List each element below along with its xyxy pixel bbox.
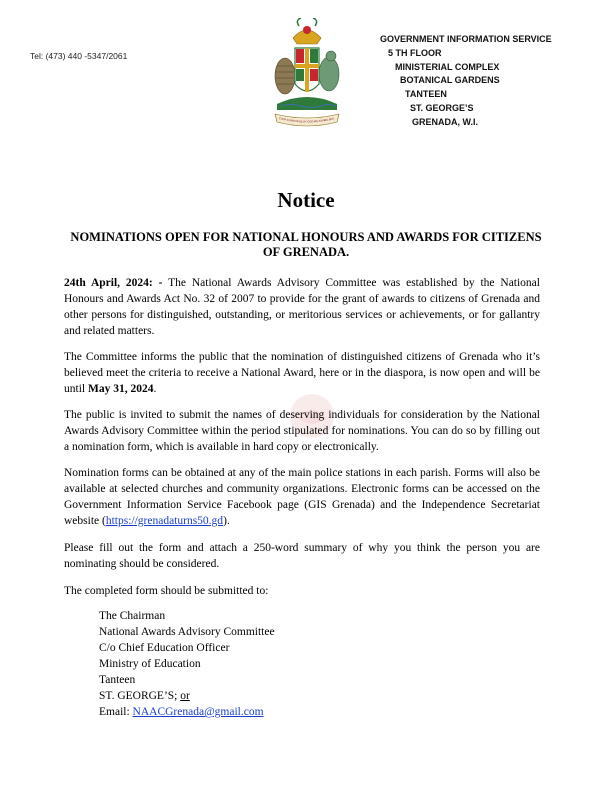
address-line: GRENADA, W.I. [412, 116, 479, 127]
address-line: C/o Chief Education Officer [99, 642, 230, 654]
notice-heading: NOMINATIONS OPEN FOR NATIONAL HONOURS AND AWARDS FOR CITIZENS OF GRENADA. [70, 230, 542, 259]
address-line: GOVERNMENT INFORMATION SERVICE [380, 34, 552, 44]
shield-cross-v [305, 48, 309, 92]
address-line: Ministry of Education [99, 658, 201, 670]
sender-address [380, 33, 600, 130]
paragraph-text: Please fill out the form and attach a 250-word summary of why you think the person you are nominating should be considered. [64, 542, 540, 570]
notice-date: 24th April, 2024: - [64, 277, 163, 289]
shield-q4 [310, 69, 318, 81]
secretariat-website-link[interactable]: https://grenadaturns50.gd [105, 515, 224, 527]
paragraph-nominations-open [64, 349, 540, 397]
header-telephone: Tel: (473) 440 -5347/2061 [30, 51, 128, 61]
address-line: ST. GEORGE’S [410, 102, 474, 113]
address-line: 5 TH FLOOR [388, 47, 442, 58]
shield-q2 [310, 49, 318, 63]
email-label: Email: [99, 706, 133, 718]
address-line: BOTANICAL GARDENS [400, 75, 500, 86]
crest-orb [303, 26, 311, 34]
base-mound [277, 97, 337, 110]
paragraph-invitation [64, 407, 540, 455]
paragraph-text: Nomination forms can be obtained at any of the main police stations in each parish. Forms will also be available at selected churches and community organizations. Electronic forms can be accessed on the Government Information Service Facebook page (GIS Grenada) and the Independence Secretariat website ( [64, 467, 540, 527]
dove-head [326, 51, 336, 61]
deadline-date: May 31, 2024 [87, 383, 154, 395]
coat-motto: EVER CONSCIOUS OF GOD WE ASPIRE BUIL [278, 117, 335, 124]
address-line: MINISTERIAL COMPLEX [395, 61, 500, 72]
paragraph-text: The Committee informs the public that the nomination of distinguished citizens of Grenada who it’s believed meet the criteria to receive a National Award, here or in the diaspora, is now open and will be until [64, 351, 540, 395]
paragraph-text: The public is invited to submit the names of deserving individuals for consideration by the National Awards Advisory Committee within the period stipulated for nominations. You can do so by filling out a nomination form, which is available in hard copy or electronically. [64, 409, 540, 453]
shield-cross-h [295, 64, 319, 68]
address-line: TANTEEN [405, 89, 447, 100]
shield-q1 [296, 49, 304, 63]
paragraph-text: The completed form should be submitted to: [64, 585, 269, 597]
dove-supporter [319, 57, 339, 91]
paragraph-text: ). [223, 515, 230, 527]
paragraph-text: The National Awards Advisory Committee was established by the National Honours and Awards Act No. 32 of 2007 to provide for the grant of awards to citizens of Grenada and other persons for distinguished, outstanding, or meritorious services or achievements, or for gallantry and related matters. [64, 277, 540, 337]
coat-of-arms-icon [271, 18, 343, 134]
paragraph-summary [64, 540, 540, 572]
paragraph-forms [64, 465, 540, 529]
page-title: Notice [277, 188, 335, 212]
address-line-city [99, 688, 275, 704]
shield-q3 [296, 69, 304, 81]
address-line: The Chairman [99, 610, 166, 622]
paragraph-text: . [153, 383, 157, 395]
address-line: Tanteen [99, 674, 136, 686]
city-text: ST. GEORGE’S; [99, 690, 181, 702]
paragraph-establishment [64, 275, 540, 339]
armadillo-supporter [275, 58, 295, 94]
crest-plumes [297, 18, 316, 26]
address-line: National Awards Advisory Committee [99, 626, 275, 638]
or-text: or [180, 690, 190, 702]
email-link[interactable]: NAACGrenada@gmail.com [132, 706, 264, 718]
submission-address [99, 608, 275, 720]
paragraph-submit-to [64, 583, 540, 599]
address-line-email [99, 704, 275, 720]
